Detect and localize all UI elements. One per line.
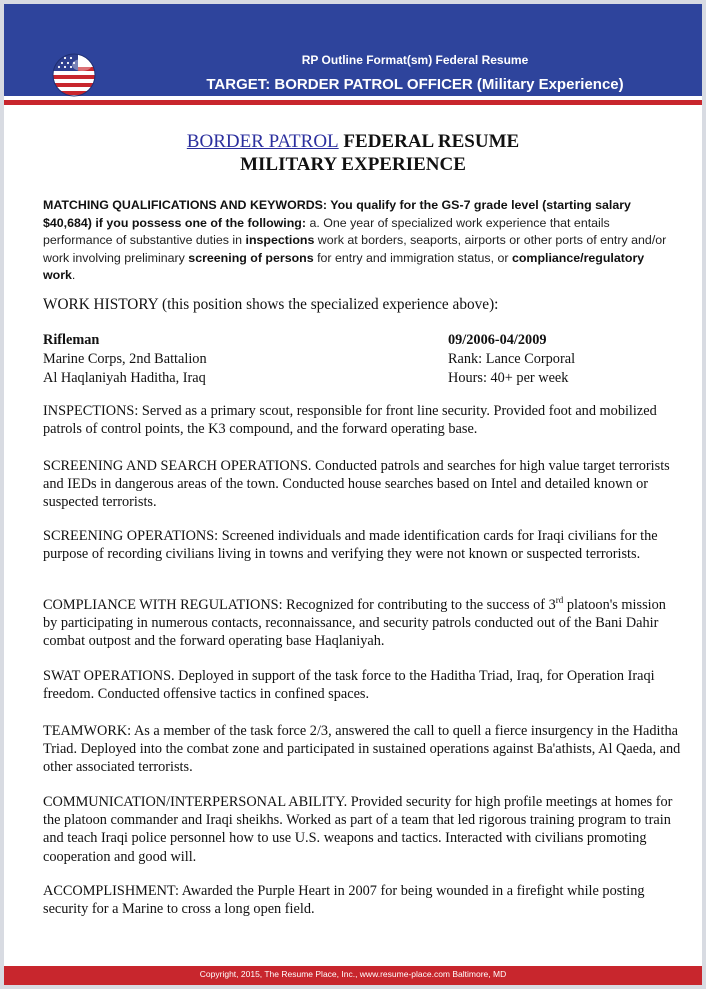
qualifications-text: a. One year of specialized work experience that entails performance of substantive duties in <box>43 215 610 247</box>
paragraph-screening-search: SCREENING AND SEARCH OPERATIONS. Conducted patrols and searches for high value target terrorists and IEDs in dangerous areas of the town. Conducted house searches based on Intel and detailed known or suspected terrorists. <box>43 458 670 511</box>
resume-title-rest: FEDERAL RESUME <box>338 131 520 152</box>
paragraph-screening-operations: SCREENING OPERATIONS: Screened individuals and made identification cards for Iraqi civilians for the purpose of recording civilians living in towns and verifying they were not known or suspected terrorists. <box>43 528 658 563</box>
qualifications-text: . <box>71 268 76 282</box>
paragraph-inspections: INSPECTIONS: Served as a primary scout, responsible for front line security. Provided foot and mobilized patrols of control points, the K3 compound, and the forward operating base. <box>43 403 657 438</box>
job-details-right <box>448 331 575 388</box>
paragraph-communication: COMMUNICATION/INTERPERSONAL ABILITY. Provided security for high profile meetings at homes for the platoon commander and Iraqi sheikhs. Worked as part of a team that led rigorous training program to train and teach Iraqi police personnel how to use U.S. weapons and tactics. Interacted with civilians promoting cooperation and good will. <box>43 794 673 865</box>
flag-globe-icon <box>52 53 96 97</box>
job-title: Rifleman <box>43 332 100 348</box>
job-location: Al Haqlaniyah Haditha, Iraq <box>43 370 206 386</box>
qualifications-block <box>43 197 668 285</box>
qualifications-text: work at borders, seaports, airports or other ports of entry and/or work involving preliminary <box>43 233 667 265</box>
job-details-left <box>43 331 207 388</box>
resume-subtitle: MILITARY EXPERIENCE <box>240 154 466 175</box>
keyword-compliance: compliance/regulatory work <box>43 250 645 282</box>
paragraph-teamwork: TEAMWORK: As a member of the task force 2/3, answered the call to quell a fierce insurgency in the Haditha Triad. Deployed into the combat zone and participated in sustained operations against Ba'athists, Al Qaeda, and other associated terrorists. <box>43 723 681 776</box>
footer-copyright: Copyright, 2015, The Resume Place, Inc., www.resume-place.com Baltimore, MD <box>199 969 507 979</box>
header-format-label: RP Outline Format(sm) Federal Resume <box>301 53 529 67</box>
header-divider-red <box>4 100 702 105</box>
ordinal-suffix: rd <box>555 595 564 606</box>
compliance-text: COMPLIANCE WITH REGULATIONS: Recognized for contributing to the success of 3 <box>43 597 556 613</box>
job-organization: Marine Corps, 2nd Battalion <box>43 351 207 367</box>
paragraph-swat: SWAT OPERATIONS. Deployed in support of the task force to the Haditha Triad, Iraq, for Operation Iraqi freedom. Conducted offensive tactics in confined spaces. <box>43 668 655 703</box>
keyword-inspections: inspections <box>245 233 315 247</box>
compliance-text-cont: platoon's mission by participating in numerous contacts, reconnaissance, and security patrols conducted out of the Bani Dahir combat outpost and the forward operating base Haqlaniyah. <box>43 597 666 650</box>
job-dates: 09/2006-04/2009 <box>448 332 547 348</box>
job-rank: Rank: Lance Corporal <box>448 351 576 367</box>
resume-title <box>0 131 706 153</box>
job-hours: Hours: 40+ per week <box>448 370 569 386</box>
qualifications-text: for entry and immigration status, or <box>313 250 512 265</box>
qualifications-heading: MATCHING QUALIFICATIONS AND KEYWORDS: You qualify for the GS-7 grade level (starting salary $40,684) if you possess one of the following: <box>43 198 631 230</box>
paragraph-compliance <box>43 596 683 651</box>
header-target-title: TARGET: BORDER PATROL OFFICER (Military Experience) <box>206 76 624 93</box>
border-patrol-link[interactable]: BORDER PATROL <box>186 131 339 152</box>
paragraph-accomplishment: ACCOMPLISHMENT: Awarded the Purple Heart in 2007 for being wounded in a firefight while posting security for a Marine to cross a long open field. <box>43 883 645 918</box>
work-history-heading: WORK HISTORY (this position shows the specialized experience above): <box>43 296 499 313</box>
keyword-screening: screening of persons <box>188 250 314 265</box>
